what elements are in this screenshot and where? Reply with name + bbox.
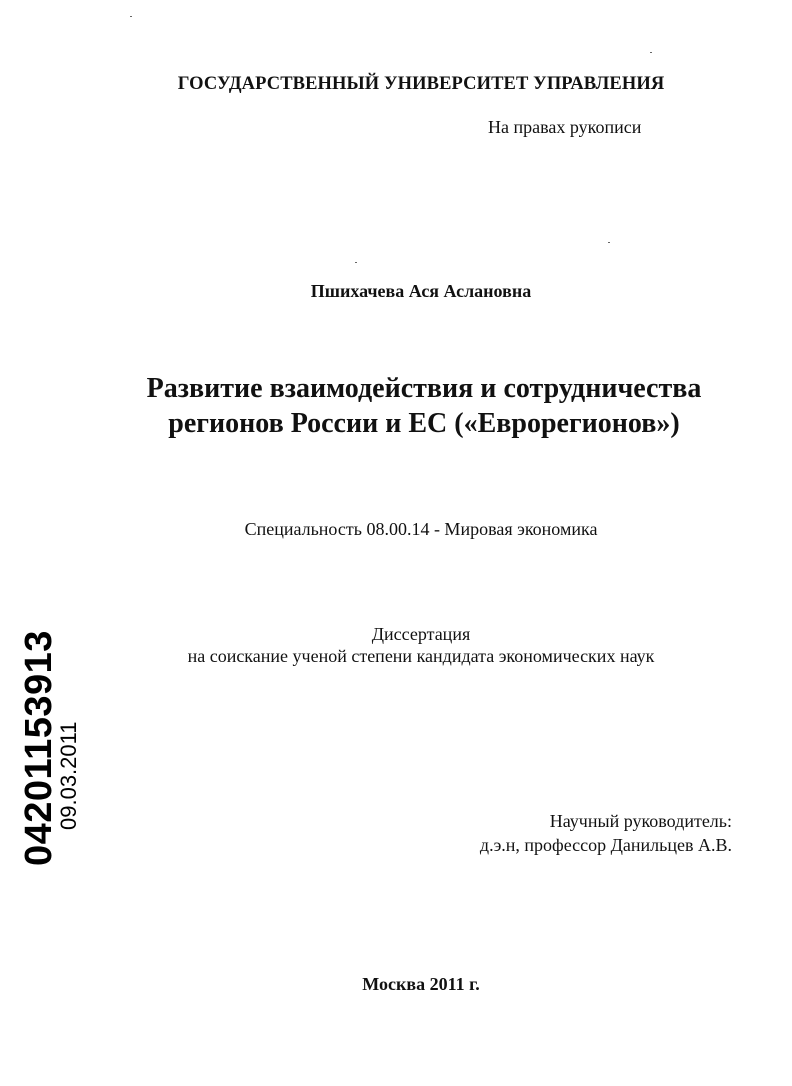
scan-speck [608, 242, 610, 243]
supervisor-block [480, 809, 732, 857]
title-line-2: регионов России и ЕС («Еврорегионов») [168, 408, 680, 439]
library-stamp-date: 09.03.2011 [56, 721, 81, 830]
dissertation-purpose: на соискание ученой степени кандидата экономических наук [187, 646, 655, 666]
supervisor-label: Научный руководитель: [549, 811, 732, 831]
author-name: Пшихачева Ася Аслановна [310, 281, 532, 301]
dissertation-description [0, 623, 792, 667]
scan-speck [650, 52, 652, 53]
university-name: ГОСУДАРСТВЕННЫЙ УНИВЕРСИТЕТ УПРАВЛЕНИЯ [177, 74, 665, 94]
scan-speck [355, 262, 357, 263]
dissertation-label: Диссертация [371, 624, 471, 644]
title-line-1: Развитие взаимодействия и сотрудничества [146, 373, 702, 404]
scan-speck [130, 16, 132, 17]
dissertation-title [0, 371, 792, 441]
library-stamp-code: 04201153913 [18, 630, 60, 866]
supervisor-name: д.э.н, профессор Данильцев А.В. [479, 835, 732, 855]
manuscript-rights-note: На правах рукописи [488, 117, 642, 137]
specialty-line: Специальность 08.00.14 - Мировая экономика [244, 519, 598, 539]
city-year: Москва 2011 г. [362, 974, 480, 994]
